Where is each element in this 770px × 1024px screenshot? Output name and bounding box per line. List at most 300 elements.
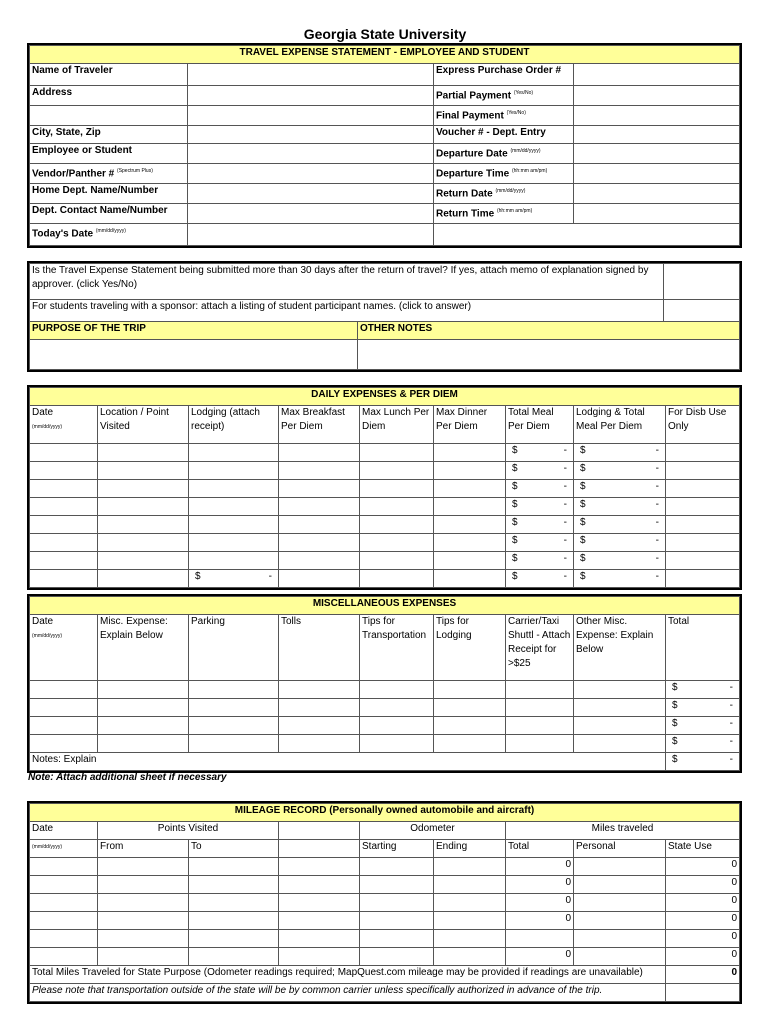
daily-cell[interactable]	[98, 480, 189, 498]
daily-cell[interactable]	[434, 570, 506, 588]
partial-payment-field[interactable]	[574, 86, 740, 106]
daily-cell[interactable]	[98, 462, 189, 480]
traveler-info-section	[27, 43, 742, 248]
misc-cell[interactable]	[279, 735, 360, 753]
daily-cell[interactable]	[98, 444, 189, 462]
daily-cell[interactable]	[666, 552, 740, 570]
vendor-label: Vendor/Panther # $^{(Spectrum Plus)}$	[30, 164, 188, 184]
daily-cell[interactable]	[279, 462, 360, 480]
mileage-total-cell[interactable]: 0	[506, 894, 574, 912]
mileage-cell[interactable]	[279, 858, 360, 876]
misc-cell[interactable]	[30, 699, 98, 717]
daily-cell[interactable]	[30, 570, 98, 588]
misc-cell[interactable]	[360, 681, 434, 699]
voucher-field[interactable]	[574, 126, 740, 144]
misc-cell[interactable]	[574, 699, 666, 717]
city-label: City, State, Zip	[30, 126, 188, 144]
mileage-cell[interactable]	[279, 930, 360, 948]
total-miles-label: Total Miles Traveled for State Purpose (Odometer readings required; MapQuest.com mileage may be provided if readings are unavailable)	[30, 966, 666, 984]
misc-cell[interactable]	[98, 681, 189, 699]
mileage-total-cell[interactable]: 0	[506, 876, 574, 894]
daily-heading: DAILY EXPENSES & PER DIEM	[30, 388, 740, 406]
daily-cell[interactable]	[666, 480, 740, 498]
daily-col-header: Max Breakfast Per Diem	[279, 406, 360, 444]
daily-cell[interactable]	[574, 444, 666, 462]
daily-cell[interactable]	[506, 516, 574, 534]
daily-col-header: Max Lunch Per Diem	[360, 406, 434, 444]
currency-symbol: $	[512, 445, 518, 456]
misc-cell[interactable]	[434, 717, 506, 735]
dash-value: -	[655, 481, 659, 492]
late-submission-answer[interactable]	[664, 264, 740, 300]
daily-cell[interactable]	[30, 552, 98, 570]
home-dept-field[interactable]	[188, 184, 434, 204]
daily-cell[interactable]	[98, 516, 189, 534]
money-value	[191, 570, 276, 584]
daily-col-header: Lodging (attach receipt)	[189, 406, 279, 444]
daily-cell[interactable]	[574, 462, 666, 480]
return-time-label: Return Time $^{(hh:mm am/pm)}$	[434, 204, 574, 224]
city-field[interactable]	[188, 126, 434, 144]
notes-explain-field[interactable]: Notes: Explain	[30, 753, 666, 771]
table-row	[30, 681, 740, 699]
misc-cell[interactable]	[506, 735, 574, 753]
home-dept-label: Home Dept. Name/Number	[30, 184, 188, 204]
mileage-cell[interactable]	[98, 858, 189, 876]
misc-col-header: Carrier/Taxi Shuttl - Attach Receipt for >$25	[506, 615, 574, 681]
mileage-cell[interactable]	[360, 930, 434, 948]
money-value	[576, 516, 663, 530]
daily-cell[interactable]	[506, 444, 574, 462]
daily-cell[interactable]	[30, 462, 98, 480]
misc-cell[interactable]	[279, 699, 360, 717]
final-payment-field[interactable]	[574, 106, 740, 126]
mileage-cell[interactable]	[279, 948, 360, 966]
mileage-cell[interactable]	[360, 876, 434, 894]
currency-symbol: $	[512, 517, 518, 528]
mileage-section	[27, 801, 742, 1004]
state-use-header: State Use	[666, 840, 740, 858]
starting-header: Starting	[360, 840, 434, 858]
daily-cell[interactable]	[30, 480, 98, 498]
dash-value: -	[268, 571, 272, 582]
dash-value: -	[563, 571, 567, 582]
misc-cell[interactable]	[189, 735, 279, 753]
other-notes-field[interactable]	[358, 340, 740, 370]
dash-value: -	[563, 445, 567, 456]
todays-date-label: Today's Date $^{(mm/dd/yyyy)}$	[30, 224, 188, 246]
misc-cell[interactable]	[189, 699, 279, 717]
miles-traveled-header: Miles traveled	[506, 822, 740, 840]
daily-cell[interactable]	[189, 498, 279, 516]
mileage-cell[interactable]	[189, 912, 279, 930]
mileage-cell[interactable]	[360, 894, 434, 912]
misc-cell[interactable]	[30, 735, 98, 753]
dash-value: -	[729, 718, 733, 729]
money-value	[576, 570, 663, 584]
daily-cell[interactable]	[666, 534, 740, 552]
misc-col-header: Parking	[189, 615, 279, 681]
mileage-cell[interactable]	[98, 948, 189, 966]
dash-value: -	[729, 736, 733, 747]
transportation-note: Please note that transportation outside of the state will be by common carrier unless specifically authorized in advance of the trip.	[30, 984, 666, 1002]
dept-contact-field[interactable]	[188, 204, 434, 224]
voucher-label: Voucher # - Dept. Entry	[434, 126, 574, 144]
money-value	[576, 444, 663, 458]
money-value	[508, 534, 571, 548]
dash-value: -	[729, 700, 733, 711]
table-row	[30, 462, 740, 480]
po-field[interactable]	[574, 64, 740, 86]
currency-symbol: $	[580, 445, 586, 456]
daily-cell[interactable]	[434, 498, 506, 516]
mileage-total-cell[interactable]: 0	[506, 948, 574, 966]
mileage-cell[interactable]	[574, 876, 666, 894]
mileage-cell[interactable]	[360, 948, 434, 966]
mileage-cell[interactable]	[30, 912, 98, 930]
mileage-date-note: (mm/dd/yyyy)	[30, 840, 98, 858]
daily-cell[interactable]	[434, 444, 506, 462]
money-value	[576, 534, 663, 548]
lodging-total-cell[interactable]	[189, 570, 279, 588]
daily-col-header: Lodging & Total Meal Per Diem	[574, 406, 666, 444]
money-value	[668, 717, 737, 731]
daily-cell[interactable]	[189, 516, 279, 534]
departure-date-field[interactable]	[574, 144, 740, 164]
daily-cell[interactable]	[574, 480, 666, 498]
mileage-date-header: Date	[30, 822, 98, 840]
daily-cell[interactable]	[574, 516, 666, 534]
ending-header: Ending	[434, 840, 506, 858]
mileage-cell[interactable]	[30, 876, 98, 894]
currency-symbol: $	[580, 499, 586, 510]
daily-cell[interactable]	[434, 552, 506, 570]
mileage-total-cell[interactable]: 0	[506, 912, 574, 930]
daily-cell[interactable]	[666, 444, 740, 462]
mileage-cell[interactable]	[434, 912, 506, 930]
mileage-cell[interactable]	[434, 948, 506, 966]
employee-label: Employee or Student	[30, 144, 188, 164]
money-value	[668, 735, 737, 749]
daily-cell[interactable]	[360, 462, 434, 480]
table-row	[30, 858, 740, 876]
daily-cell[interactable]	[574, 570, 666, 588]
dept-contact-label: Dept. Contact Name/Number	[30, 204, 188, 224]
misc-col-header: Misc. Expense: Explain Below	[98, 615, 189, 681]
daily-cell[interactable]	[506, 570, 574, 588]
money-value	[508, 552, 571, 566]
personal-header: Personal	[574, 840, 666, 858]
name-label: Name of Traveler	[30, 64, 188, 86]
mileage-cell[interactable]	[574, 912, 666, 930]
mileage-cell[interactable]	[279, 894, 360, 912]
mileage-cell[interactable]	[189, 948, 279, 966]
money-value	[508, 480, 571, 494]
currency-symbol: $	[580, 553, 586, 564]
mileage-cell[interactable]	[360, 858, 434, 876]
todays-date-field[interactable]	[188, 224, 434, 246]
table-row	[30, 894, 740, 912]
dash-value: -	[563, 481, 567, 492]
departure-date-label: Departure Date $^{(mm/dd/yyyy)}$	[434, 144, 574, 164]
student-sponsor-question: For students traveling with a sponsor: attach a listing of student participant names. (click to answer)	[30, 300, 664, 322]
misc-cell[interactable]	[574, 735, 666, 753]
daily-cell[interactable]	[506, 534, 574, 552]
dash-value: -	[563, 517, 567, 528]
odometer-header: Odometer	[360, 822, 506, 840]
mileage-total-cell[interactable]	[506, 930, 574, 948]
daily-cell[interactable]	[666, 462, 740, 480]
misc-cell[interactable]	[434, 735, 506, 753]
daily-cell[interactable]	[360, 444, 434, 462]
money-value	[508, 498, 571, 512]
mileage-cell[interactable]	[98, 930, 189, 948]
dash-value: -	[563, 499, 567, 510]
daily-cell[interactable]	[666, 516, 740, 534]
daily-cell[interactable]	[360, 480, 434, 498]
return-date-field[interactable]	[574, 184, 740, 204]
page-title: Georgia State University	[303, 26, 467, 42]
partial-payment-label: Partial Payment $^{(Yes/No)}$	[434, 86, 574, 106]
daily-cell[interactable]	[574, 534, 666, 552]
mileage-cell[interactable]	[574, 948, 666, 966]
misc-cell[interactable]	[279, 717, 360, 735]
late-submission-question: Is the Travel Expense Statement being submitted more than 30 days after the return of travel? If yes, attach memo of explanation signed by approver. (click Yes/No)	[30, 264, 664, 300]
daily-cell[interactable]	[30, 444, 98, 462]
mileage-cell[interactable]	[434, 930, 506, 948]
money-value	[508, 570, 571, 584]
mileage-cell[interactable]	[189, 876, 279, 894]
mileage-cell[interactable]	[189, 930, 279, 948]
currency-symbol: $	[512, 553, 518, 564]
state-use-cell[interactable]: 0	[666, 930, 740, 948]
daily-cell[interactable]	[434, 480, 506, 498]
currency-symbol: $	[580, 517, 586, 528]
table-row	[30, 570, 740, 588]
departure-time-field[interactable]	[574, 164, 740, 184]
final-payment-label: Final Payment $^{(Yes/No)}$	[434, 106, 574, 126]
mileage-cell[interactable]	[574, 858, 666, 876]
daily-cell[interactable]	[98, 552, 189, 570]
mileage-cell[interactable]	[30, 930, 98, 948]
daily-cell[interactable]	[506, 480, 574, 498]
mileage-total-cell[interactable]: 0	[506, 858, 574, 876]
mileage-cell[interactable]	[98, 894, 189, 912]
currency-symbol: $	[512, 463, 518, 474]
dash-value: -	[655, 445, 659, 456]
misc-total-cell[interactable]	[666, 699, 740, 717]
dash-value: -	[563, 535, 567, 546]
misc-cell[interactable]	[574, 681, 666, 699]
currency-symbol: $	[672, 700, 678, 711]
table-row	[30, 444, 740, 462]
daily-cell[interactable]	[506, 462, 574, 480]
misc-total-cell[interactable]	[666, 753, 740, 771]
currency-symbol: $	[512, 571, 518, 582]
misc-cell[interactable]	[360, 717, 434, 735]
mileage-cell[interactable]	[30, 948, 98, 966]
misc-cell[interactable]	[189, 681, 279, 699]
misc-cell[interactable]	[434, 699, 506, 717]
daily-cell[interactable]	[30, 534, 98, 552]
mileage-cell[interactable]	[30, 894, 98, 912]
daily-cell[interactable]	[279, 570, 360, 588]
table-row	[30, 930, 740, 948]
misc-col-header: Total	[666, 615, 740, 681]
section-heading: TRAVEL EXPENSE STATEMENT - EMPLOYEE AND STUDENT	[30, 46, 740, 64]
misc-date-header: Date $^{(mm/dd/yyyy)}$	[30, 615, 98, 681]
mileage-cell[interactable]	[279, 876, 360, 894]
currency-symbol: $	[672, 682, 678, 693]
misc-cell[interactable]	[30, 681, 98, 699]
table-row	[30, 735, 740, 753]
daily-cell[interactable]	[189, 444, 279, 462]
address-line2-label	[30, 106, 188, 126]
daily-cell[interactable]	[506, 552, 574, 570]
address-field[interactable]	[188, 86, 434, 106]
mileage-cell[interactable]	[30, 858, 98, 876]
daily-cell[interactable]	[98, 570, 189, 588]
misc-cell[interactable]	[506, 699, 574, 717]
mileage-cell[interactable]	[434, 876, 506, 894]
daily-cell[interactable]	[666, 498, 740, 516]
money-value	[576, 552, 663, 566]
misc-cell[interactable]	[574, 717, 666, 735]
misc-cell[interactable]	[360, 735, 434, 753]
other-notes-heading: OTHER NOTES	[358, 322, 740, 340]
daily-cell[interactable]	[98, 498, 189, 516]
from-header: From	[98, 840, 189, 858]
return-date-label: Return Date $^{(mm/dd/yyyy)}$	[434, 184, 574, 204]
money-value	[508, 516, 571, 530]
vendor-field[interactable]	[188, 164, 434, 184]
daily-cell[interactable]	[189, 480, 279, 498]
daily-cell[interactable]	[189, 552, 279, 570]
daily-cell[interactable]	[360, 516, 434, 534]
po-label: Express Purchase Order #	[434, 64, 574, 86]
daily-cell[interactable]	[279, 444, 360, 462]
blank-cell	[666, 984, 740, 1002]
address-line2-field[interactable]	[188, 106, 434, 126]
mileage-cell[interactable]	[189, 894, 279, 912]
total-header: Total	[506, 840, 574, 858]
mileage-cell[interactable]	[98, 876, 189, 894]
money-value	[508, 444, 571, 458]
currency-symbol: $	[672, 754, 678, 765]
daily-cell[interactable]	[189, 534, 279, 552]
currency-symbol: $	[512, 535, 518, 546]
mileage-cell[interactable]	[98, 912, 189, 930]
mileage-cell[interactable]	[434, 858, 506, 876]
currency-symbol: $	[580, 571, 586, 582]
daily-expenses-section	[27, 385, 742, 590]
misc-cell[interactable]	[98, 717, 189, 735]
daily-cell[interactable]	[30, 498, 98, 516]
misc-cell[interactable]	[98, 699, 189, 717]
mileage-cell[interactable]	[434, 894, 506, 912]
daily-cell[interactable]	[279, 552, 360, 570]
daily-cell[interactable]	[360, 498, 434, 516]
currency-symbol: $	[580, 481, 586, 492]
daily-cell[interactable]	[279, 480, 360, 498]
table-row	[30, 753, 740, 771]
daily-cell[interactable]	[360, 534, 434, 552]
daily-cell[interactable]	[279, 498, 360, 516]
daily-cell[interactable]	[279, 516, 360, 534]
misc-total-cell[interactable]	[666, 681, 740, 699]
daily-cell[interactable]	[574, 552, 666, 570]
table-row	[30, 699, 740, 717]
misc-cell[interactable]	[30, 717, 98, 735]
misc-cell[interactable]	[279, 681, 360, 699]
state-use-cell[interactable]: 0	[666, 858, 740, 876]
purpose-field[interactable]	[30, 340, 358, 370]
daily-cell[interactable]	[98, 534, 189, 552]
misc-cell[interactable]	[506, 717, 574, 735]
daily-cell[interactable]	[434, 534, 506, 552]
address-label: Address	[30, 86, 188, 106]
questions-section	[27, 261, 742, 372]
misc-cell[interactable]	[98, 735, 189, 753]
misc-cell[interactable]	[189, 717, 279, 735]
state-use-cell[interactable]: 0	[666, 894, 740, 912]
dash-value: -	[655, 499, 659, 510]
state-use-cell[interactable]: 0	[666, 876, 740, 894]
daily-cell[interactable]	[30, 516, 98, 534]
daily-cell[interactable]	[574, 498, 666, 516]
daily-cell[interactable]	[506, 498, 574, 516]
name-field[interactable]	[188, 64, 434, 86]
misc-cell[interactable]	[506, 681, 574, 699]
table-row	[30, 912, 740, 930]
state-use-cell[interactable]: 0	[666, 912, 740, 930]
mileage-cell[interactable]	[574, 894, 666, 912]
currency-symbol: $	[672, 736, 678, 747]
table-row	[30, 516, 740, 534]
mileage-cell[interactable]	[279, 912, 360, 930]
currency-symbol: $	[512, 481, 518, 492]
dash-value: -	[655, 553, 659, 564]
table-row	[30, 717, 740, 735]
misc-total-cell[interactable]	[666, 735, 740, 753]
daily-cell[interactable]	[360, 552, 434, 570]
dash-value: -	[655, 517, 659, 528]
dash-value: -	[563, 463, 567, 474]
student-sponsor-answer[interactable]	[664, 300, 740, 322]
misc-cell[interactable]	[360, 699, 434, 717]
misc-cell[interactable]	[434, 681, 506, 699]
misc-total-cell[interactable]	[666, 717, 740, 735]
table-row	[30, 498, 740, 516]
mileage-cell[interactable]	[574, 930, 666, 948]
daily-cell[interactable]	[360, 570, 434, 588]
dash-value: -	[563, 553, 567, 564]
mileage-cell[interactable]	[360, 912, 434, 930]
daily-cell[interactable]	[434, 462, 506, 480]
daily-cell[interactable]	[279, 534, 360, 552]
return-time-field[interactable]	[574, 204, 740, 224]
employee-field[interactable]	[188, 144, 434, 164]
state-use-cell[interactable]: 0	[666, 948, 740, 966]
daily-col-header: Total Meal Per Diem	[506, 406, 574, 444]
mileage-cell[interactable]	[189, 858, 279, 876]
daily-cell[interactable]	[666, 570, 740, 588]
misc-col-header: Tolls	[279, 615, 360, 681]
daily-cell[interactable]	[189, 462, 279, 480]
currency-symbol: $	[512, 499, 518, 510]
daily-cell[interactable]	[434, 516, 506, 534]
table-row	[30, 948, 740, 966]
